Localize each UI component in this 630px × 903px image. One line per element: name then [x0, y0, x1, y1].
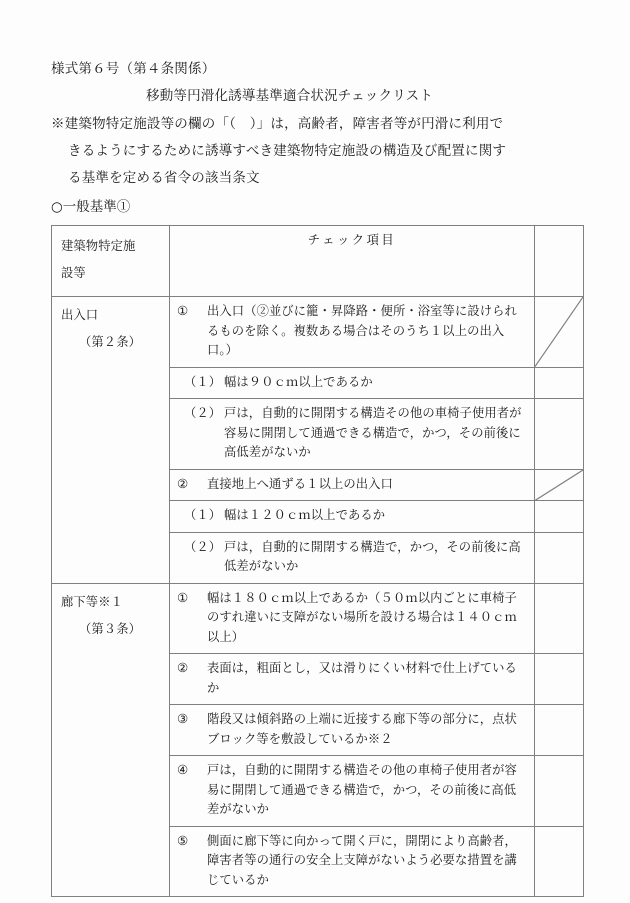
check-item-text: ② 直接地上へ通ずる１以上の出入口 [177, 475, 527, 495]
check-item-cell [170, 501, 535, 533]
check-item-number: （１） [184, 374, 222, 389]
check-item-number: ② [177, 476, 189, 491]
header-check-item-label: チェック項目 [307, 233, 397, 247]
facility-name: 出入口 [61, 308, 99, 322]
check-item-number: ④ [177, 763, 189, 777]
facility-name: 廊下等※１ [61, 594, 123, 609]
facility-cell [52, 297, 170, 584]
check-item-text: ② 表面は，粗面とし，又は滑りにくい材料で仕上げているか [177, 661, 517, 695]
mark-cell[interactable] [535, 826, 584, 897]
diagonal-slash-icon [535, 297, 583, 367]
mark-cell[interactable] [535, 469, 584, 501]
section-label: ○一般基準① [51, 199, 131, 215]
table-header-row [52, 226, 584, 297]
facility-article: （第３条） [79, 621, 141, 636]
check-item-cell [170, 583, 535, 654]
facility-cell [52, 583, 170, 897]
document-title: 移動等円滑化誘導基準適合状況チェックリスト [146, 88, 434, 104]
mark-cell[interactable] [535, 532, 584, 583]
header-check-item [170, 226, 535, 297]
check-item-number: ① [177, 590, 189, 605]
form-number: 様式第６号（第４条関係） [51, 61, 216, 77]
check-item-number: ② [177, 661, 189, 675]
check-item-cell [170, 705, 535, 756]
check-item-text: （２） 戸は，自動的に開閉する構造その他の車椅子使用者が容易に開閉して通過できる構造で，かつ，その前後に高低差がないか [184, 406, 522, 459]
mark-cell[interactable] [535, 654, 584, 705]
table-row [52, 297, 584, 368]
check-item-text: （２） 戸は，自動的に開閉する構造で，かつ，その前後に高低差がないか [184, 539, 521, 573]
diagonal-slash-icon [535, 470, 583, 501]
check-item-text: ③ 階段又は傾斜路の上端に近接する廊下等の部分に，点状ブロック等を敷設しているか※２ [177, 712, 517, 746]
check-item-text: ⑤ 側面に廊下等に向かって開く戸に，開閉により高齢者，障害者等の通行の安全上支障がないよう必要な措置を講じているか [177, 833, 517, 887]
mark-cell[interactable] [535, 583, 584, 654]
mark-cell[interactable] [535, 501, 584, 533]
facility-article: （第２条） [79, 335, 141, 349]
check-item-text: ① 幅は１８０ｃｍ以上であるか（５０ｍ以内ごとに車椅子のすれ違いに支障がない場所を設ける場合は１４０ｃｍ以上） [177, 590, 517, 644]
check-item-cell [170, 399, 535, 470]
mark-cell[interactable] [535, 367, 584, 399]
check-item-cell [170, 532, 535, 583]
mark-cell[interactable] [535, 399, 584, 470]
note-line-2: きるようにするために誘導すべき建築物特定施設の構造及び配置に関す [68, 143, 507, 159]
check-item-number: ① [177, 304, 189, 318]
check-item-cell [170, 367, 535, 399]
check-item-text: （１） 幅は１２０ｃｍ以上であるか [177, 506, 527, 526]
check-item-cell [170, 469, 535, 501]
mark-cell[interactable] [535, 297, 584, 368]
check-item-cell [170, 826, 535, 897]
checklist-table [51, 225, 584, 897]
table-row [52, 583, 584, 654]
check-item-cell [170, 297, 535, 368]
header-facility-line-1: 建築物特定施 [61, 239, 136, 253]
header-facility-line-2: 設等 [61, 266, 86, 280]
check-item-number: ③ [177, 712, 189, 726]
check-item-number: ⑤ [177, 833, 189, 848]
check-item-number: （２） [184, 406, 222, 420]
mark-cell[interactable] [535, 756, 584, 827]
note-line-1: ※建築物特定施設等の欄の「（ ）」は，高齢者，障害者等が円滑に利用で [51, 116, 504, 132]
check-item-number: （１） [184, 508, 222, 522]
check-item-number: （２） [184, 539, 222, 554]
check-item-text: （１） 幅は９０ｃｍ以上であるか [177, 373, 527, 393]
mark-cell[interactable] [535, 705, 584, 756]
header-facility [52, 226, 170, 297]
check-item-cell [170, 654, 535, 705]
check-item-text: ① 出入口（②並びに籠・昇降路・便所・浴室等に設けられるものを除く。複数ある場合はそのうち１以上の出入口。） [177, 304, 517, 357]
header-mark [535, 226, 584, 297]
document-heading [51, 56, 583, 192]
note-block [51, 111, 583, 192]
check-item-cell [170, 756, 535, 827]
check-item-text: ④ 戸は，自動的に開閉する構造その他の車椅子使用者が容易に開閉して通過できる構造で，かつ，その前後に高低差がないか [177, 763, 517, 816]
note-line-3: る基準を定める省令の該当条文 [68, 170, 260, 186]
